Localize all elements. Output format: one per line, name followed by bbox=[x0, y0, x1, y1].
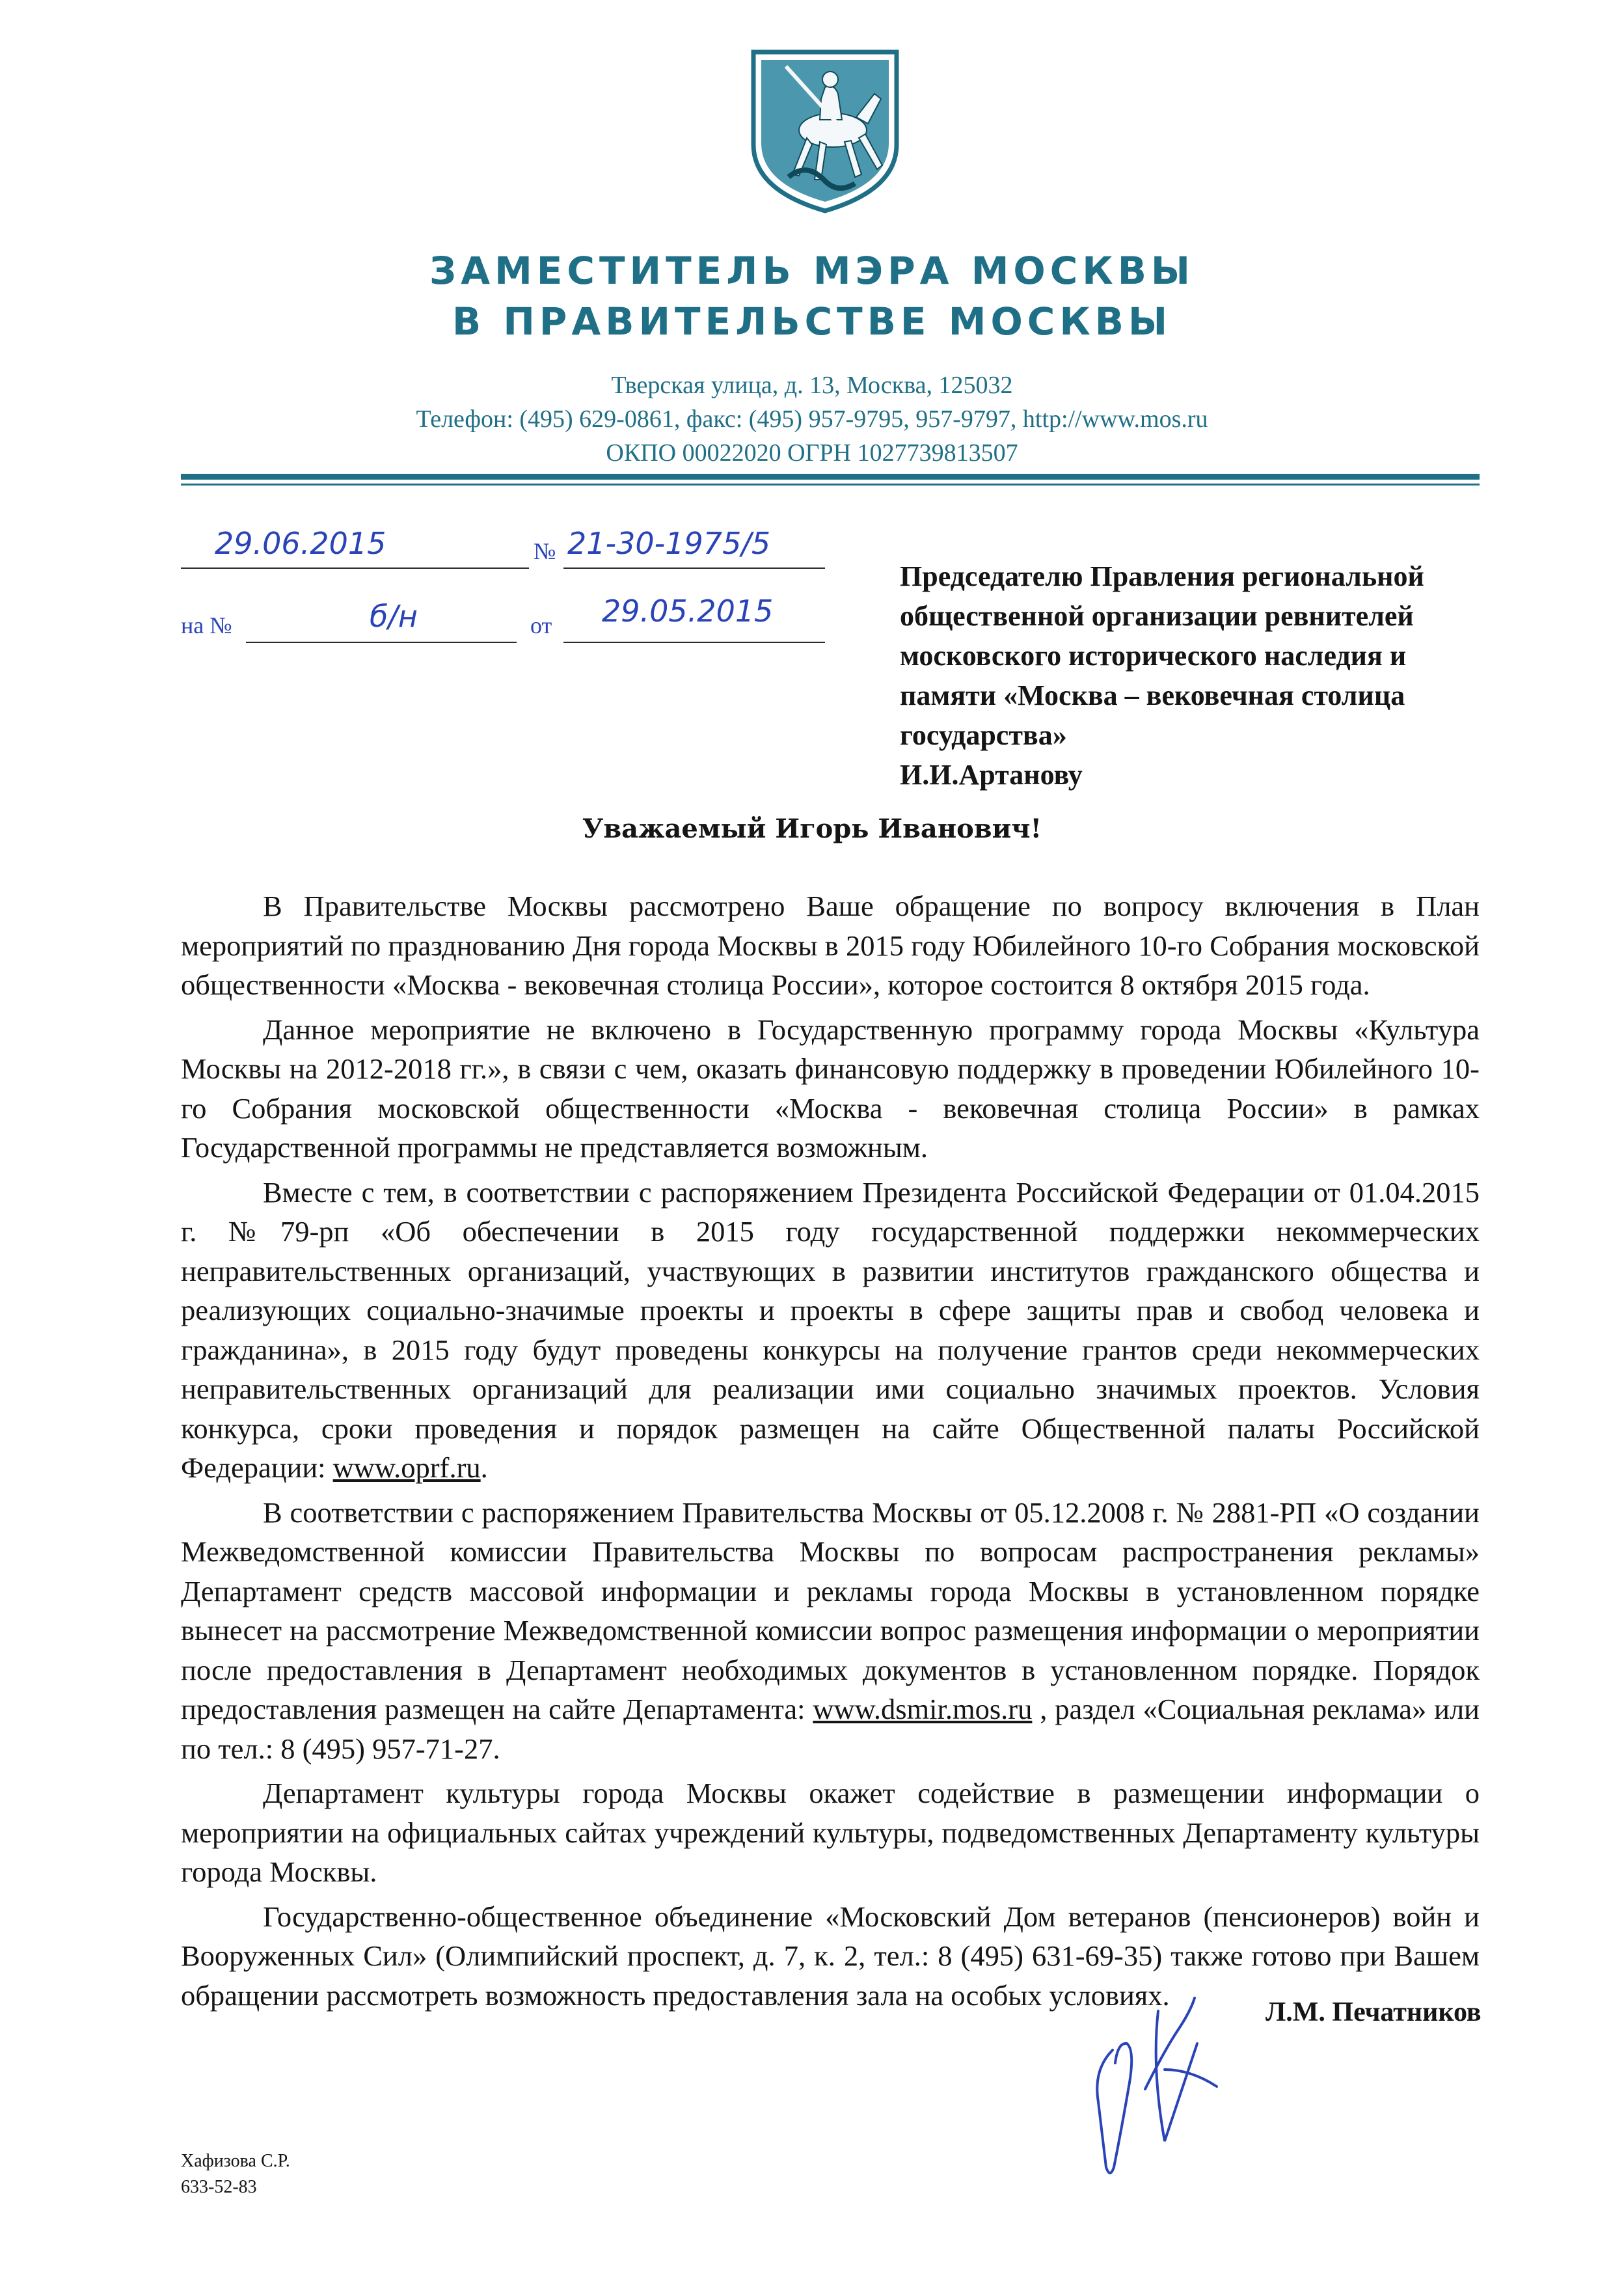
addressee-line: общественной организации ревнителей bbox=[900, 600, 1414, 632]
paragraph-2: Данное мероприятие не включено в Государственную программу города Москвы «Культура Москвы на 2012-2018 гг.», в связи с чем, оказать финансовую поддержку в проведении Юбилейного 10-го Собрания московской общественности «Москва - вековечная столица России» в рамках Государственной программы не представляется возможным. bbox=[181, 1013, 1480, 1164]
header-address: Тверская улица, д. 13, Москва, 125032 bbox=[611, 372, 1013, 399]
ref-number-underline bbox=[246, 642, 517, 643]
header-phone-line: Телефон: (495) 629-0861, факс: (495) 957-9795, 957-9797, http://www.mos.ru bbox=[416, 405, 1208, 433]
header-divider-thin bbox=[181, 484, 1480, 485]
ref-number-label: на № bbox=[181, 612, 232, 638]
addressee-name: И.И.Артанову bbox=[900, 759, 1083, 791]
paragraph-3-text: Вместе с тем, в соответствии с распоряжением Президента Российской Федерации от 01.04.2015 г. №79-рп «Об обеспечении в 2015 году государственной поддержки некоммерческих неправительственных организаций, участвующих в развитии институтов гражданского общества и реализующих социально-значимые проекты и проекты в сфере защиты прав и свобод человека и гражданина», в 2015 году будут проведены конкурсы на получение грантов среди некоммерческих неправительственных организаций для реализации ими социально значимых проектов. Условия конкурса, сроки проведения и порядок размещен на сайте Общественной палаты Российской Федерации: bbox=[181, 1175, 1480, 1484]
header-title-line2: В ПРАВИТЕЛЬСТВЕ МОСКВЫ bbox=[452, 299, 1172, 344]
addressee-line: государства» bbox=[900, 719, 1067, 751]
date-underline bbox=[181, 568, 529, 569]
registration-number: 21-30-1975/5 bbox=[567, 526, 771, 561]
ref-date-underline bbox=[563, 642, 825, 643]
number-label: № bbox=[534, 538, 556, 564]
signatory-name: Л.М. Печатников bbox=[1265, 1997, 1482, 2027]
ref-number: б/н bbox=[370, 599, 418, 634]
paragraph-3 bbox=[181, 1173, 1480, 1488]
executor-name: Хафизова С.Р. bbox=[181, 2151, 290, 2171]
oprf-link[interactable]: www.oprf.ru bbox=[332, 1451, 481, 1484]
paragraph-4-text: В соответствии с распоряжением Правительства Москвы от 05.12.2008 г. № 2881-РП «О создании Межведомственной комиссии Правительства Москвы по вопросам распространения рекламы» Департамент средств массовой информации и рекламы города Москвы в установленном порядке вынесет на рассмотрение Межведомственной комиссии вопрос размещения информации о мероприятии после предоставления в Департамент необходимых документов в установленном порядке. Порядок предоставления размещен на сайте Департамента: bbox=[181, 1496, 1480, 1725]
paragraph-4 bbox=[181, 1493, 1480, 1769]
letter-body bbox=[181, 886, 1480, 2020]
ref-date-label: от bbox=[530, 612, 552, 638]
registration-date: 29.06.2015 bbox=[215, 526, 386, 561]
addressee-line: памяти «Москва – вековечная столица bbox=[900, 679, 1405, 711]
addressee-line: Председателю Правления региональной bbox=[900, 560, 1424, 592]
paragraph-5: Департамент культуры города Москвы окажет содействие в размещении информации о мероприятии на официальных сайтах учреждений культуры, подведомственных Департаменту культуры города Москвы. bbox=[181, 1777, 1480, 1888]
executor-phone: 633-52-83 bbox=[181, 2177, 257, 2197]
addressee-line: московского исторического наследия и bbox=[900, 640, 1407, 672]
paragraph-1: В Правительстве Москвы рассмотрено Ваше обращение по вопросу включения в План мероприятий по празднованию Дня города Москвы в 2015 году Юбилейного 10-го Собрания московской общественности «Москва - вековечная столица России», которое состоится 8 октября 2015 года. bbox=[181, 890, 1480, 1001]
addressee-block bbox=[900, 556, 1518, 795]
paragraph-4-end: , раздел «Социальная реклама» или по тел.: 8 (495) 957-71-27. bbox=[181, 1693, 1480, 1765]
header-title-line1: ЗАМЕСТИТЕЛЬ МЭРА МОСКВЫ bbox=[429, 249, 1195, 293]
paragraph-6: Государственно-общественное объединение «Московский Дом ветеранов (пенсионеров) войн и Вооруженных Сил» (Олимпийский проспект, д. 7, к. 2, тел.: 8 (495) 631-69-35) также готово при Вашем обращении рассмотреть возможность предоставления зала на особых условиях. bbox=[181, 1900, 1480, 2012]
header-okpo-line: ОКПО 00022020 ОГРН 1027739813507 bbox=[606, 439, 1018, 467]
header-divider bbox=[181, 474, 1480, 480]
dsmir-link[interactable]: www.dsmir.mos.ru bbox=[813, 1693, 1033, 1725]
paragraph-3-end: . bbox=[480, 1451, 488, 1484]
ref-date: 29.05.2015 bbox=[602, 594, 774, 629]
number-underline bbox=[563, 568, 825, 569]
handwritten-signature bbox=[1067, 1972, 1223, 2187]
moscow-coat-of-arms-icon bbox=[747, 47, 903, 216]
greeting: Уважаемый Игорь Иванович! bbox=[582, 814, 1042, 844]
